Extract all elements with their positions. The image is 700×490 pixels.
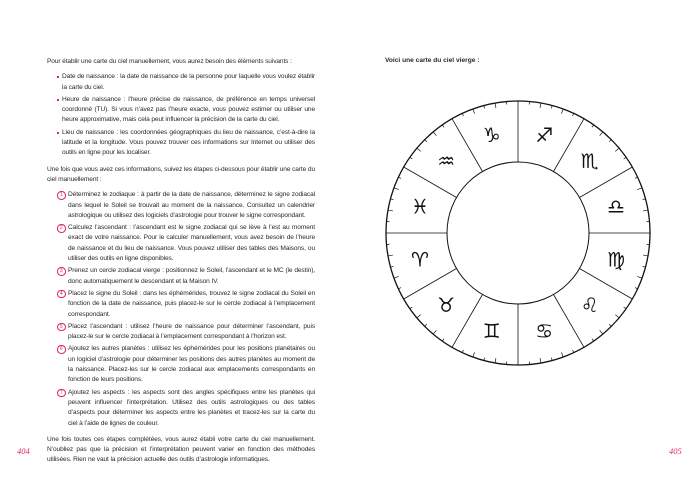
- pisces-sign-icon: ♓︎: [410, 194, 429, 219]
- inner-circle: [447, 162, 589, 304]
- libra-sign-icon: ♎︎: [607, 194, 626, 219]
- degree-tick: [592, 125, 594, 127]
- step-number-icon: 5: [57, 323, 66, 332]
- degree-tick: [410, 157, 412, 159]
- step-number-icon: 7: [57, 389, 66, 398]
- degree-tick: [410, 307, 412, 309]
- degree-tick: [495, 358, 496, 363]
- degree-tick: [609, 140, 611, 142]
- page-number-right: 405: [669, 446, 682, 456]
- degree-tick: [442, 125, 444, 127]
- step-number-icon: 2: [57, 224, 66, 233]
- sector-divider: [554, 294, 585, 347]
- conclusion-paragraph: Une fois toutes ces étapes complétées, vous aurez établi votre carte du ciel manuellement. N’oubliez pas que la précision et l’interprétation peuvent varier en fonction des méthodes utilisées. Rien ne vaut la précision actuelle des outils d’astrologie informatiques.: [47, 435, 315, 464]
- degree-tick: [417, 148, 421, 151]
- aquarius-sign-icon: ♒︎: [437, 149, 456, 174]
- sector-divider: [554, 119, 585, 172]
- degree-tick: [624, 157, 626, 159]
- aries-sign-icon: ♈︎: [410, 247, 429, 272]
- degree-tick: [425, 324, 427, 326]
- list-item-text: Heure de naissance : l’heure précise de naissance, de préférence en temps universel coordonné (TU). Si vous n’avez pas l’heure exacte, vous pouvez estimer ou utiliser une heure approximative, mais cela peut influencer la précision de la carte du ciel.: [62, 95, 315, 124]
- step-text: Ajoutez les aspects : les aspects sont des angles spécifiques entre les planètes qui peuvent influencer l’interprétation. Utilisez des outils astrologiques ou des tables d’aspects pour déterminer les aspects entre les planètes et tracez-les sur la carte du ciel à l’aide de lignes de couleur.: [68, 388, 315, 427]
- step-text: Déterminez le zodiaque : à partir de la date de naissance, déterminez le signe zodiacal dans lequel le Soleil se trouvait au moment de la naissance. Consultez un calendrier astrologique ou utilisez des logiciels d’astrologie pour trouver le signe correspondant.: [68, 191, 315, 219]
- step-number-icon: 4: [57, 290, 66, 299]
- degree-tick: [433, 132, 436, 136]
- degree-tick: [425, 140, 427, 142]
- degree-tick: [637, 188, 642, 190]
- capricorn-sign-icon: ♑︎: [482, 122, 501, 147]
- virgo-sign-icon: ♍︎: [607, 247, 626, 272]
- degree-tick: [600, 330, 603, 334]
- step-number-icon: 6: [57, 345, 66, 354]
- degree-tick: [592, 339, 594, 341]
- degree-tick: [473, 352, 475, 357]
- degree-tick: [540, 358, 541, 363]
- degree-tick: [417, 315, 421, 318]
- leo-sign-icon: ♌︎: [580, 292, 599, 317]
- step-text: Placez l’ascendant : utilisez l’heure de naissance pour déterminer l’ascendant, puis placez-le sur le cercle zodiacal à l’emplacement correspondant à l’horizon est.: [68, 322, 315, 341]
- list-item-text: Lieu de naissance : les coordonnées géographiques du lieu de naissance, c’est-à-dire la latitude et la longitude. Vous pouvez trouver ces informations sur Internet ou utiliser des outils en ligne pour les localiser.: [62, 128, 315, 157]
- degree-tick: [442, 339, 444, 341]
- degree-tick: [561, 352, 563, 357]
- gemini-sign-icon: ♊︎: [482, 319, 501, 344]
- degree-tick: [433, 330, 436, 334]
- step-number-icon: 3: [57, 267, 66, 276]
- scorpio-sign-icon: ♏︎: [580, 149, 599, 174]
- list-item-text: Date de naissance : la date de naissance de la personne pour laquelle vous voulez établir la carte du ciel.: [62, 73, 315, 91]
- chart-heading: Voici une carte du ciel vierge :: [385, 57, 480, 64]
- degree-tick: [495, 103, 496, 108]
- step-text: Placez le signe du Soleil : dans les éphémérides, trouvez le signe zodiacal du Soleil en fonction de la date de naissance, puis placez-le sur le cercle zodiacal à l’emplacement correspondant.: [68, 289, 315, 318]
- degree-tick: [624, 307, 626, 309]
- step-text: Ajoutez les autres planètes : utilisez les éphémérides pour les positions planétaires ou un logiciel d’astrologie pour déterminer les positions des autres planètes au moment de la naissance. Placez-les sur le cercle zodiacal aux emplacements correspondants en fonction de leurs positions.: [68, 345, 315, 384]
- degree-tick: [473, 109, 475, 114]
- degree-tick: [609, 324, 611, 326]
- page-number-left: 404: [17, 446, 30, 456]
- steps-intro: Une fois que vous avez ces informations, suivez les étapes ci-dessous pour établir une carte du ciel manuellement :: [47, 165, 315, 183]
- degree-tick: [615, 315, 619, 318]
- degree-tick: [388, 210, 393, 211]
- step-text: Prenez un cercle zodiacal vierge : positionnez le Soleil, l’ascendant et le MC (le destin), donc automatiquement le descendant et la Maison IV.: [68, 267, 315, 285]
- degree-tick: [394, 276, 399, 278]
- degree-tick: [561, 109, 563, 114]
- sagittarius-sign-icon: ♐︎: [535, 122, 554, 147]
- intro-paragraph: Pour établir une carte du ciel manuellement, vous aurez besoin des éléments suivants :: [47, 58, 292, 65]
- degree-tick: [540, 103, 541, 108]
- degree-tick: [643, 255, 648, 256]
- degree-tick: [600, 132, 603, 136]
- cancer-sign-icon: ♋︎: [535, 319, 554, 344]
- step-text: Calculez l’ascendant : l’ascendant est le signe zodiacal qui se lève à l’est au moment exact de votre naissance. Pour le calculer manuellement, vous avez besoin de l’heure de naissance et du lieu de naissance. Vous pouvez utiliser des tables des Maisons, ou utiliser des outils en ligne disponibles.: [68, 224, 315, 263]
- degree-tick: [643, 210, 648, 211]
- step-number-icon: 1: [57, 191, 66, 200]
- sector-divider: [452, 119, 483, 172]
- degree-tick: [615, 148, 619, 151]
- taurus-sign-icon: ♉︎: [437, 292, 456, 317]
- sector-divider: [452, 294, 483, 347]
- degree-tick: [388, 255, 393, 256]
- degree-tick: [637, 276, 642, 278]
- degree-tick: [394, 188, 399, 190]
